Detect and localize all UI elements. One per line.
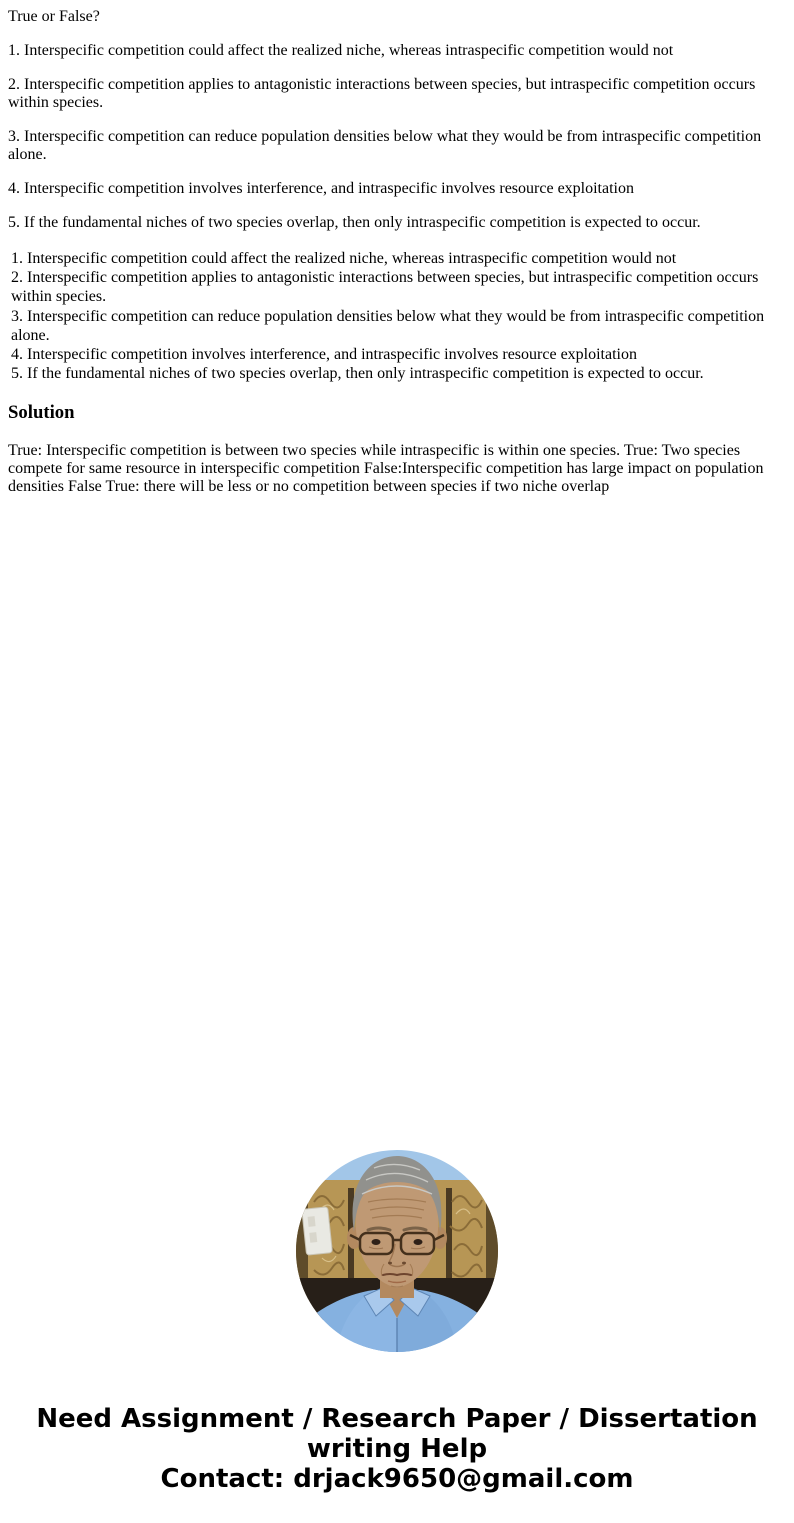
question-list [8,249,786,383]
question-paragraph-3: 3. Interspecific competition can reduce population densities below what they would be from intraspecific competition alone. [8,128,762,163]
list-item-4: 4. Interspecific competition involves interference, and intraspecific involves resource exploitation [11,345,637,363]
profile-photo [296,1150,498,1352]
footer-banner [8,1404,786,1494]
list-item-3: 3. Interspecific competition can reduce population densities below what they would be from intraspecific competition alone. [11,307,765,344]
list-item-5: 5. If the fundamental niches of two species overlap, then only intraspecific competition is expected to occur. [11,365,704,383]
document [8,8,786,1494]
question-paragraph-1: 1. Interspecific competition could affect the realized niche, whereas intraspecific competition would not [8,42,674,59]
person-portrait-image [296,1150,498,1352]
question-paragraph-2: 2. Interspecific competition applies to antagonistic interactions between species, but intraspecific competition occurs within species. [8,76,756,111]
switch-plate [302,1207,333,1255]
list-item-1: 1. Interspecific competition could affect the realized niche, whereas intraspecific competition would not [11,250,677,267]
solution-heading: Solution [8,402,75,424]
footer-contact: Contact: drjack9650@gmail.com [160,1464,634,1495]
footer-help-text: Need Assignment / Research Paper / Dissertation writing Help [36,1404,758,1465]
list-item-2: 2. Interspecific competition applies to antagonistic interactions between species, but intraspecific competition occurs within species. [11,269,759,306]
solution-text: True: Interspecific competition is between two species while intraspecific is within one species. True: Two species compete for same resource in interspecific competition False:Interspecific competition has large impact on population densities False True: there will be less or no competition between species if two niche overlap [8,442,764,496]
question-paragraph-5: 5. If the fundamental niches of two species overlap, then only intraspecific competition is expected to occur. [8,214,701,231]
page-title: True or False? [8,8,100,25]
question-paragraph-4: 4. Interspecific competition involves interference, and intraspecific involves resource exploitation [8,180,634,197]
